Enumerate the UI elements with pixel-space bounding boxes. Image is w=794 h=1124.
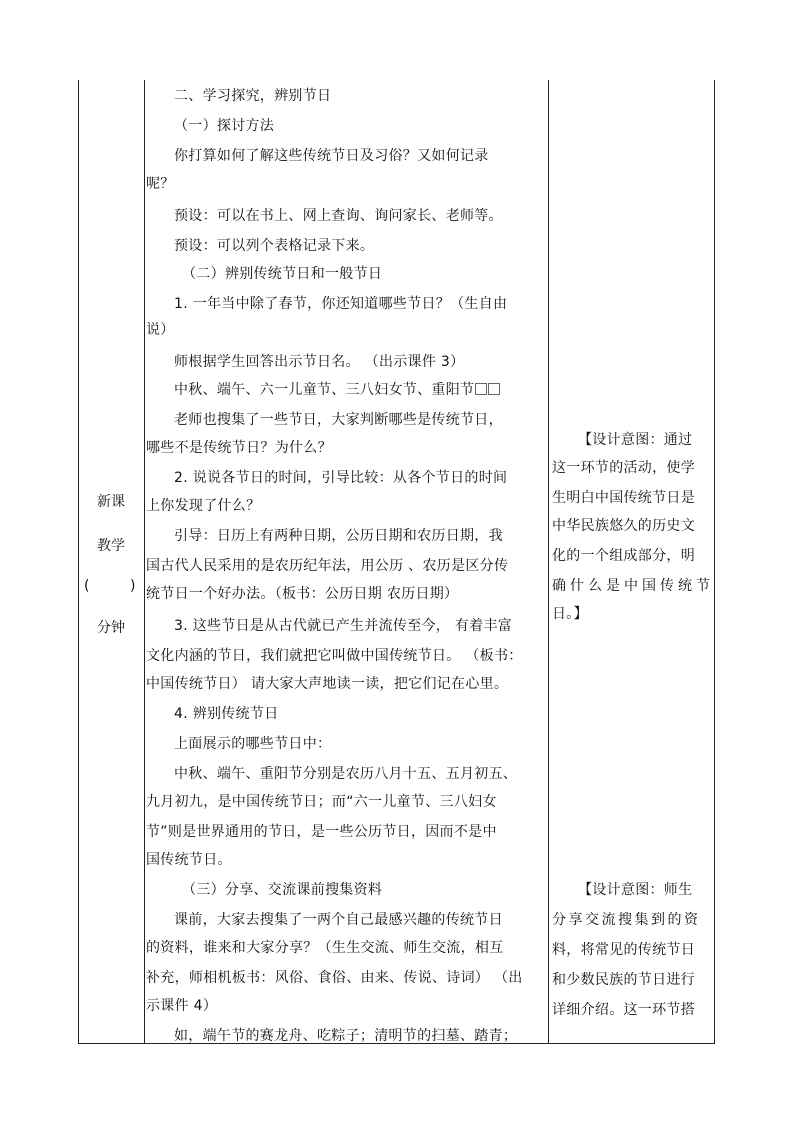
section-heading-2: 二、学习探究，辨别节日: [174, 88, 332, 104]
stage-label-paren-open: (: [84, 578, 90, 594]
text-line: 引导：日历上有两种日期，公历日期和农历日期，我: [174, 528, 503, 544]
subheading-method: （一）探讨方法: [174, 118, 275, 134]
text-line: 老师也搜集了一些节日，大家判断哪些是传统节日，: [174, 412, 503, 428]
design-note-2-line: 详细介绍。这一环节搭: [552, 1002, 695, 1018]
stage-label-teaching: 教学: [97, 538, 125, 554]
text-line: 1. 一年当中除了春节，你还知道哪些节日？（生自由: [174, 296, 508, 312]
text-line: 国传统节日。: [146, 852, 232, 868]
text-line: 文化内涵的节日，我们就把它叫做中国传统节日。 （板书：: [146, 648, 523, 664]
design-note-1-line: 确什么是中国传统节: [552, 578, 714, 594]
text-line: 上你发现了什么？: [146, 498, 261, 514]
table-border-col1: [144, 80, 145, 1044]
subheading-distinguish: （二）辨别传统节日和一般节日: [182, 266, 383, 282]
text-line: 你打算如何了解这些传统节日及习俗？又如何记录: [174, 148, 489, 164]
design-note-2-line: 料，将常见的传统节日: [552, 942, 695, 958]
design-note-1-line: 中华民族悠久的历史文: [552, 518, 695, 534]
text-line-festivals: [174, 380, 500, 400]
text-line: 2. 说说各节日的时间，引导比较：从各个节日的时间: [174, 470, 508, 486]
design-note-1-line: 【设计意图：通过: [578, 432, 693, 448]
text-line: 统节日一个好办法。（板书：公历日期 农历日期）: [146, 586, 459, 602]
design-note-1-line: 化的一个组成部分，明: [552, 548, 695, 564]
text-line: 哪些不是传统节日？为什么？: [146, 440, 332, 456]
text-line: 4. 辨别传统节日: [174, 706, 279, 722]
text-line: 示课件 4）: [146, 998, 218, 1014]
text-line: 呢？: [146, 176, 175, 192]
design-note-2-line: 和少数民族的节日进行: [552, 972, 695, 988]
text-line: 预设：可以列个表格记录下来。: [174, 238, 375, 254]
text-line: 中国传统节日） 请大家大声地读一读，把它们记在心里。: [146, 676, 509, 692]
design-note-1-line: 这一环节的活动，使学: [552, 460, 695, 476]
festival-list-text: 中秋、端午、六一儿童节、三八妇女节、重阳节: [174, 382, 475, 398]
placeholder-box-icon: [488, 383, 500, 395]
text-line: 中秋、端午、重阳节分别是农历八月十五、五月初五、: [174, 766, 518, 782]
text-line: 课前，大家去搜集了一两个自己最感兴趣的传统节日: [174, 912, 503, 928]
stage-label-new-lesson: 新课: [97, 494, 125, 510]
text-line: 的资料，谁来和大家分享？（生生交流、师生交流，相互: [146, 940, 504, 956]
text-line: 九月初九，是中国传统节日；而“六一儿童节、三八妇女: [146, 794, 497, 810]
text-line: 节”则是世界通用的节日，是一些公历节日，因而不是中: [146, 824, 497, 840]
subheading-share: （三）分享、交流课前搜集资料: [182, 882, 383, 898]
text-line: 预设：可以在书上、网上查询、询问家长、老师等。: [174, 208, 503, 224]
design-note-1-line: 日。】: [552, 606, 588, 622]
stage-label-minutes: 分钟: [97, 620, 125, 636]
design-note-1-line: 生明白中国传统节日是: [552, 490, 695, 506]
placeholder-box-icon: [475, 383, 487, 395]
design-note-2-line: 分享交流搜集到的资: [552, 912, 701, 928]
text-line: 师根据学生回答出示节日名。 （出示课件 3）: [174, 354, 465, 370]
text-line: 上面展示的哪些节日中：: [174, 736, 332, 752]
text-line: 补充，师相机板书：风俗、食俗、由来、传说、诗词） （出: [146, 970, 523, 986]
design-note-2-line: 【设计意图：师生: [578, 882, 693, 898]
table-border-right: [714, 80, 715, 1044]
text-line: 3. 这些节日是从古代就已产生并流传至今， 有着丰富: [174, 618, 513, 634]
table-border-col2: [548, 80, 549, 1044]
text-line: 说）: [146, 322, 175, 338]
text-line: 国古代人民采用的是农历纪年法，用公历 、农历是区分传: [146, 558, 509, 574]
text-line: 如，端午节的赛龙舟、吃粽子；清明节的扫墓、踏青；: [174, 1028, 518, 1044]
table-border-left: [78, 80, 79, 1044]
stage-label-paren-close: ): [130, 578, 136, 594]
